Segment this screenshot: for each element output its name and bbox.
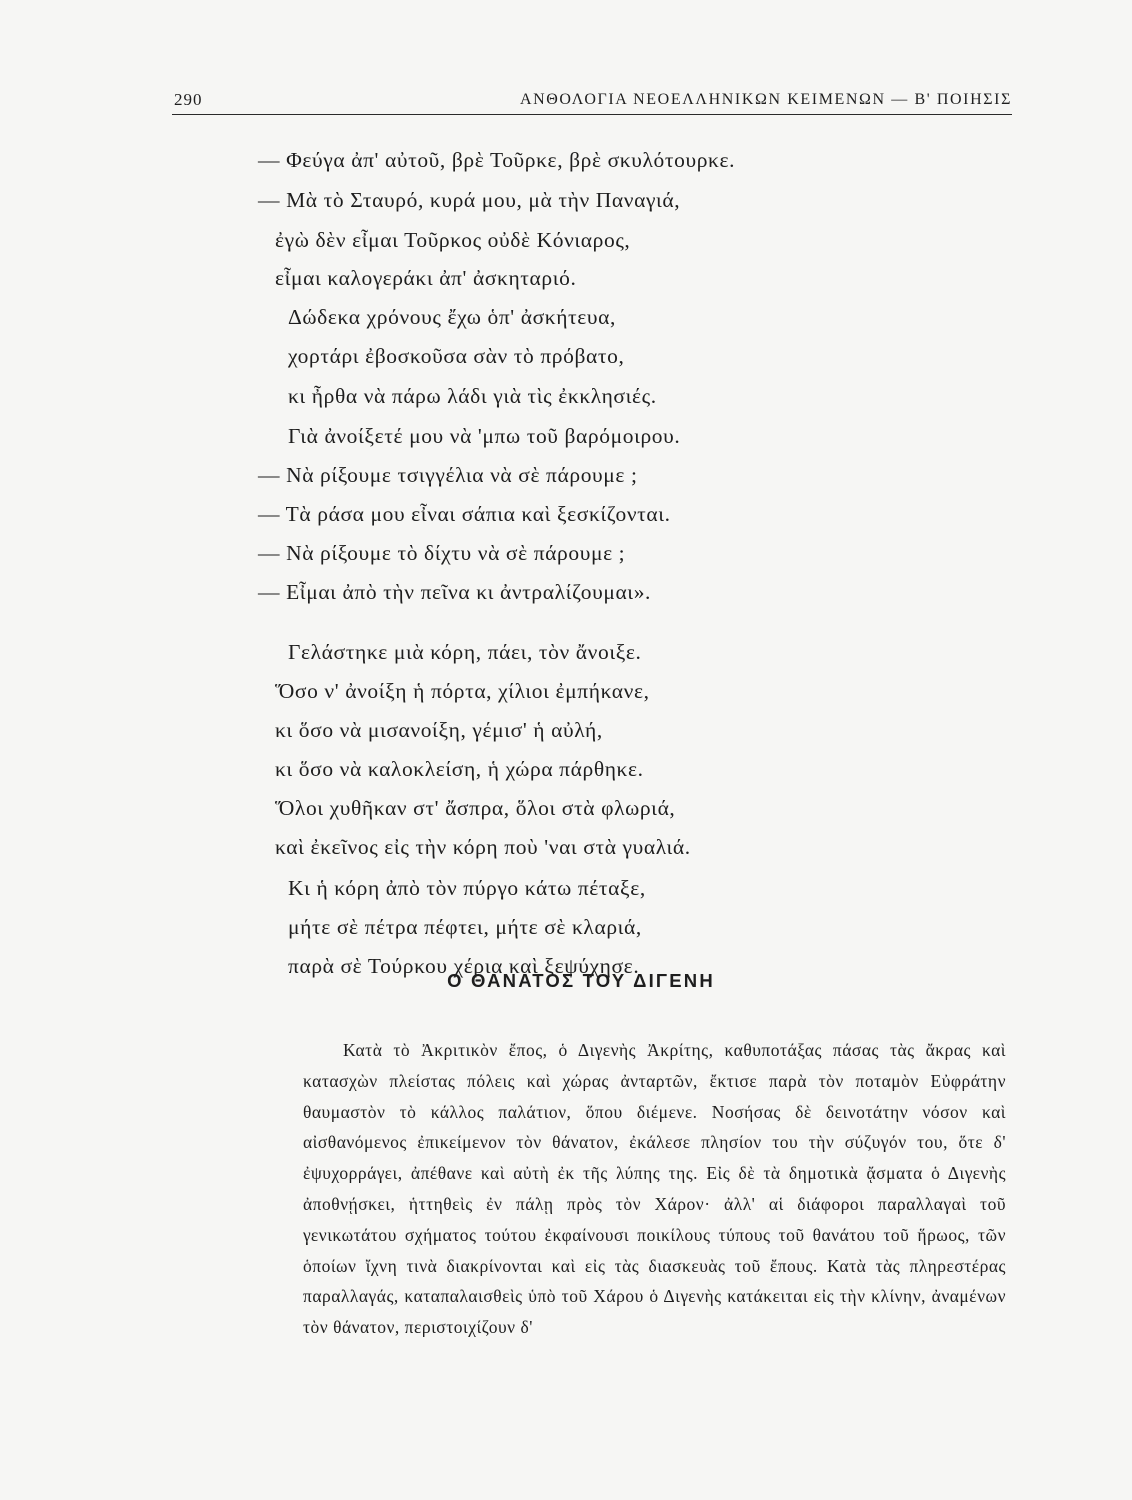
poem-line: — Μὰ τὸ Σταυρό, κυρά μου, μὰ τὴν Παναγιά,: [258, 188, 681, 212]
poem-line: μήτε σὲ πέτρα πέφτει, μήτε σὲ κλαριά,: [288, 915, 642, 939]
poem-line: χορτάρι ἐβοσκοῦσα σὰν τὸ πρόβατο,: [288, 344, 625, 368]
section-intro-paragraph: Κατὰ τὸ Ἀκριτικὸν ἔπος, ὁ Διγενὴς Ἀκρίτης, καθυποτάξας πάσας τὰς ἄκρας καὶ κατασχὼν πλείστας πόλεις καὶ χώρας ἀνταρτῶν, ἔκτισε παρὰ τὸν ποταμὸν Εὐφράτην θαυμαστὸν τὸ κάλλος παλάτιον, ὅπου διέμενε. Νοσήσας δὲ δεινοτάτην νόσον καὶ αἰσθανόμενος ἐπικείμενον τὸν θάνατον, ἐκάλεσε πλησίον του τὴν σύζυγόν του, ὅτε δ' ἐψυχορράγει, ἀπέθανε καὶ αὐτὴ ἐκ τῆς λύπης της. Εἰς δὲ τὰ δημοτικὰ ᾄσματα ὁ Διγενὴς ἀποθνῄσκει, ἡττηθεὶς ἐν πάλῃ πρὸς τὸν Χάρον· ἀλλ' αἱ διάφοροι παραλλαγαὶ τοῦ γενικωτάτου σχήματος τούτου ἐκφαίνουσι ποικίλους τύπους τοῦ θανάτου τοῦ ἥρωος, τῶν ὁποίων ἴχνη τινὰ διακρίνονται καὶ εἰς τὰς διασκευὰς τοῦ ἔπους. Κατὰ τὰς πληρεστέρας παραλλαγάς, καταπαλαισθεὶς ὑπὸ τοῦ Χάρου ὁ Διγενὴς κατάκειται εἰς τὴν κλίνην, ἀναμένων τὸν θάνατον, περιστοιχίζουν δ': [303, 1040, 1006, 1338]
poem-line: ἐγὼ δὲν εἶμαι Τοῦρκος οὐδὲ Κόνιαρος,: [275, 228, 631, 252]
poem-line: — Εἶμαι ἀπὸ τὴν πεῖνα κι ἀντραλίζουμαι».: [258, 580, 652, 604]
poem-line: κι ὅσο νὰ μισανοίξη, γέμισ' ἡ αὐλή,: [275, 718, 603, 742]
poem-line: Γελάστηκε μιὰ κόρη, πάει, τὸν ἄνοιξε.: [288, 640, 642, 664]
running-header: [172, 86, 1012, 115]
poem-line: Ὅλοι χυθῆκαν στ' ἄσπρα, ὅλοι στὰ φλωριά,: [275, 796, 676, 820]
poem-line: — Φεύγα ἀπ' αὐτοῦ, βρὲ Τοῦρκε, βρὲ σκυλότουρκε.: [258, 148, 736, 172]
poem-line: κι ὅσο νὰ καλοκλείση, ἡ χώρα πάρθηκε.: [275, 757, 644, 781]
poem-line: κι ἦρθα νὰ πάρω λάδι γιὰ τὶς ἐκκλησιές.: [288, 384, 657, 408]
poem-line: Γιὰ ἀνοίξετέ μου νὰ 'μπω τοῦ βαρόμοιρου.: [288, 424, 681, 448]
poem-line: Δώδεκα χρόνους ἔχω ὁπ' ἀσκήτευα,: [288, 305, 617, 329]
poem-line: — Νὰ ρίξουμε τὸ δίχτυ νὰ σὲ πάρουμε ;: [258, 541, 626, 565]
running-header-title: ΑΝΘΟΛΟΓΙΑ ΝΕΟΕΛΛΗΝΙΚΩΝ ΚΕΙΜΕΝΩΝ — Β' ΠΟΙΗΣΙΣ: [519, 91, 1012, 108]
poem-line: εἶμαι καλογεράκι ἀπ' ἀσκηταριό.: [275, 266, 577, 290]
poem-line: Ὅσο ν' ἀνοίξη ἡ πόρτα, χίλιοι ἐμπήκανε,: [275, 679, 650, 703]
section-title: Ο ΘΑΝΑΤΟΣ ΤΟΥ ΔΙΓΕΝΗ: [447, 970, 715, 991]
poem-line: — Τὰ ράσα μου εἶναι σάπια καὶ ξεσκίζονται.: [258, 502, 671, 526]
page-number: 290: [174, 90, 203, 109]
poem-line: καὶ ἐκεῖνος εἰς τὴν κόρη ποὺ 'ναι στὰ γυαλιά.: [275, 835, 691, 859]
poem-line: παρὰ σὲ Τούρκου χέρια καὶ ξεψύχησε.: [288, 954, 640, 978]
poem-line: — Νὰ ρίξουμε τσιγγέλια νὰ σὲ πάρουμε ;: [258, 463, 638, 487]
poem-line: Κι ἡ κόρη ἀπὸ τὸν πύργο κάτω πέταξε,: [288, 876, 646, 900]
